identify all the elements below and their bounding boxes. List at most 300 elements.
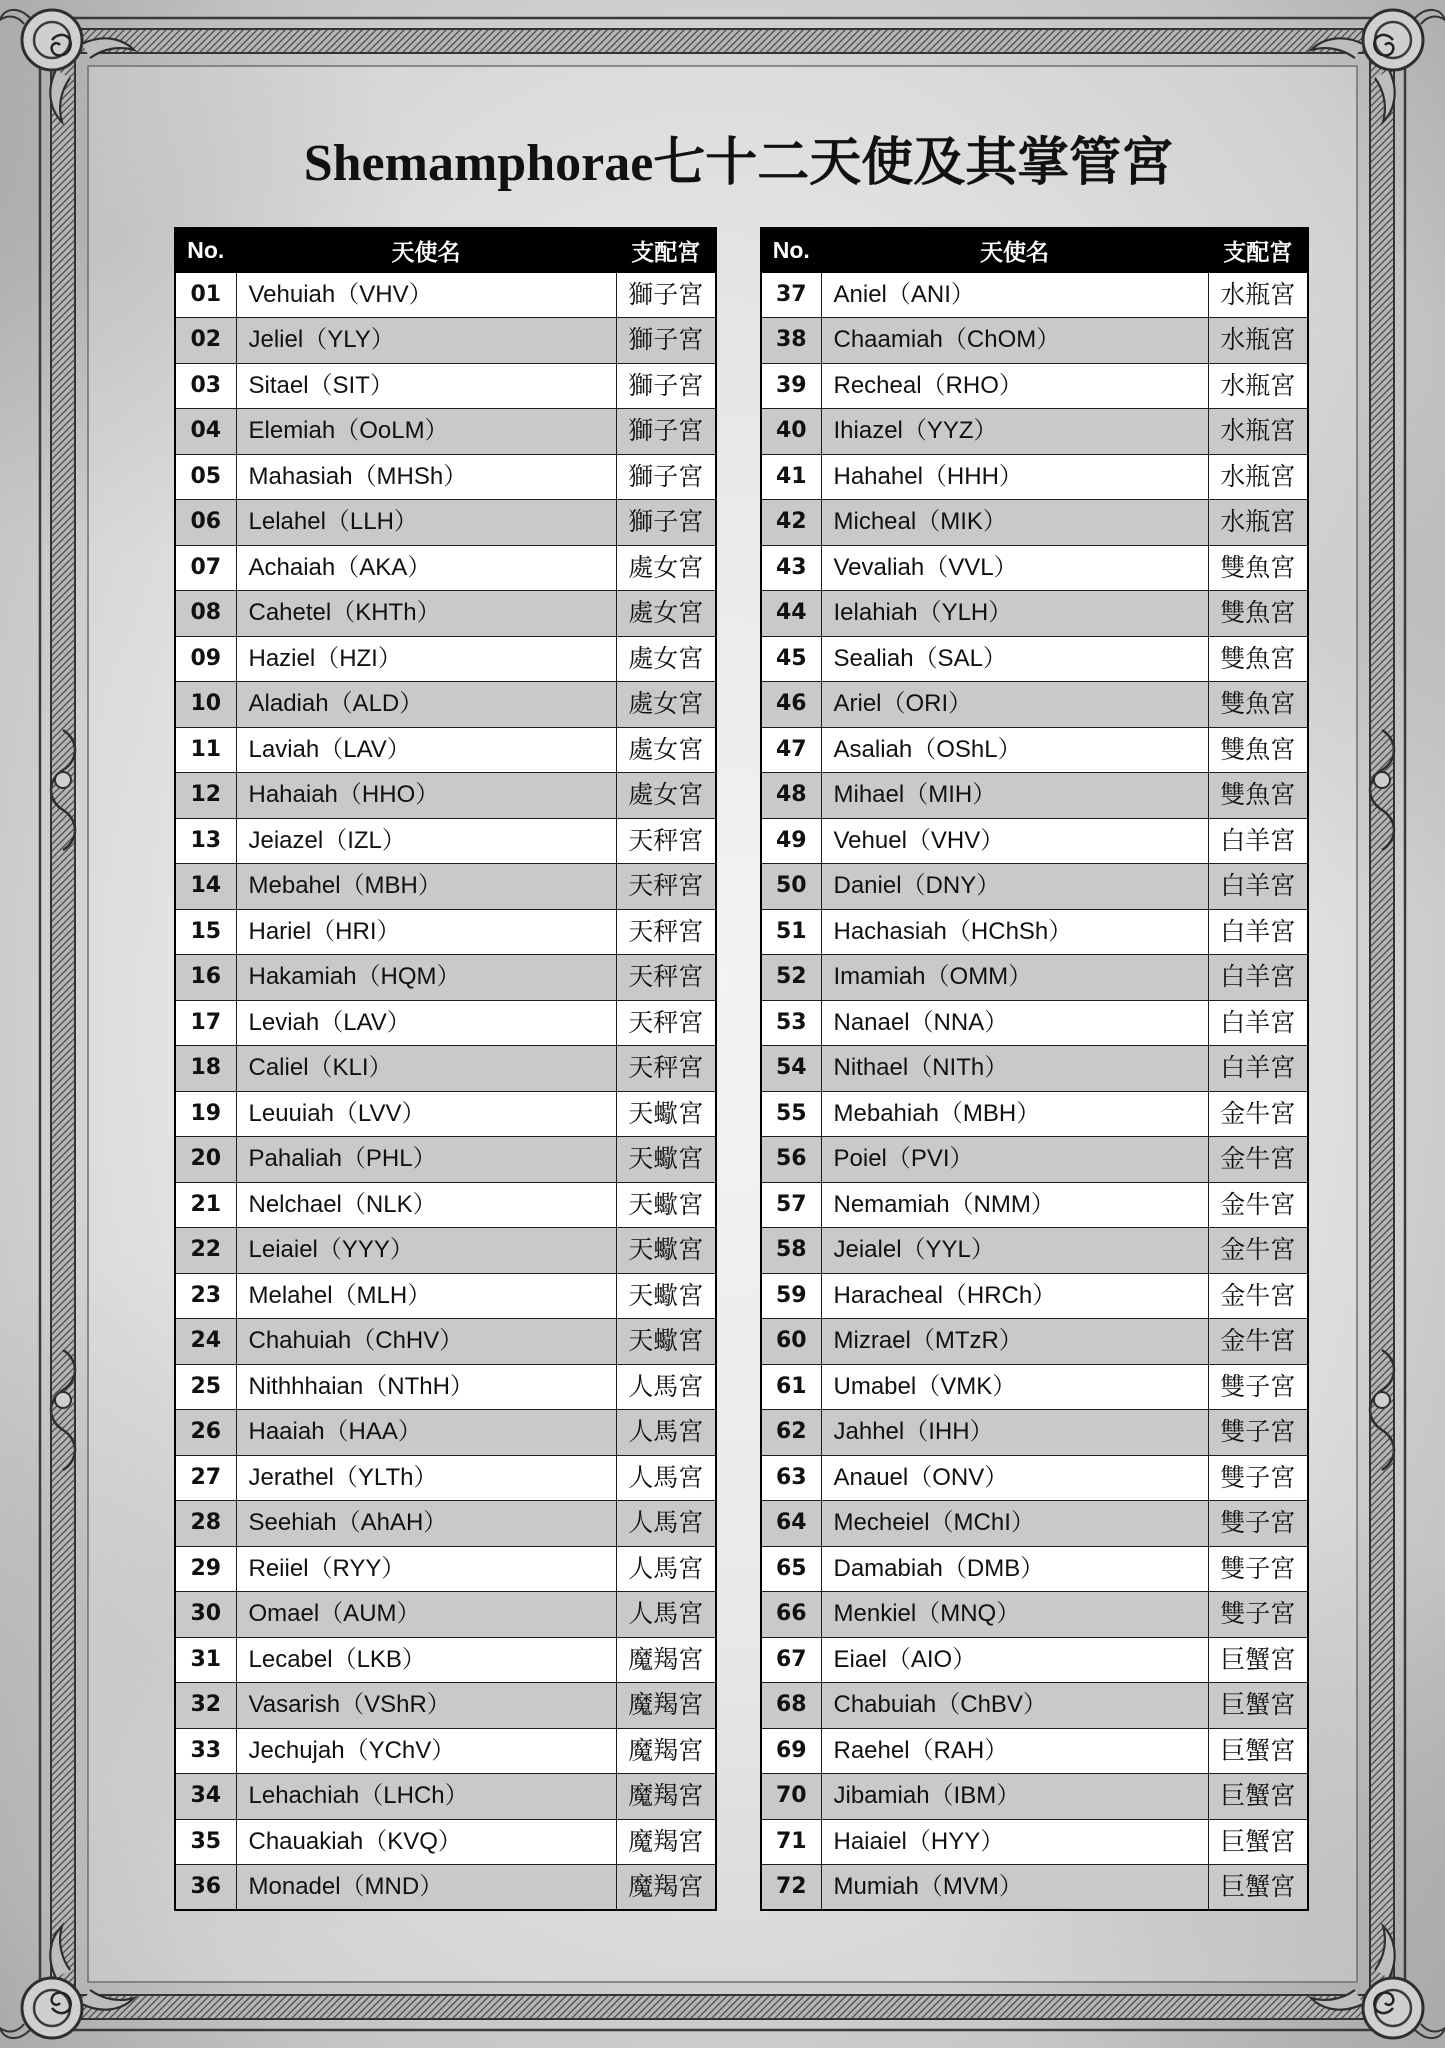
angel-name-cell: Hahahel（HHH） [821, 454, 1208, 500]
angel-number-cell: 38 [761, 318, 821, 364]
table-row [175, 1546, 716, 1592]
angel-number-cell: 37 [761, 272, 821, 318]
angel-name-cell: Jibamiah（IBM） [821, 1774, 1208, 1820]
zodiac-sign-cell: 白羊宮 [1208, 1046, 1308, 1092]
zodiac-sign-cell: 獅子宮 [616, 272, 716, 318]
angel-name-cell: Jerathel（YLTh） [236, 1455, 616, 1501]
zodiac-sign-cell: 處女宮 [616, 545, 716, 591]
zodiac-sign-cell: 天秤宮 [616, 1000, 716, 1046]
angel-number-cell: 19 [175, 1091, 236, 1137]
table-row [761, 1228, 1308, 1274]
table-row [175, 1455, 716, 1501]
table-row [761, 1683, 1308, 1729]
table-row [175, 1364, 716, 1410]
table-row [761, 682, 1308, 728]
angel-name-cell: Jeiazel（IZL） [236, 818, 616, 864]
angel-name-cell: Raehel（RAH） [821, 1728, 1208, 1774]
angel-number-cell: 24 [175, 1319, 236, 1365]
angel-name-cell: Recheal（RHO） [821, 363, 1208, 409]
zodiac-sign-cell: 水瓶宮 [1208, 318, 1308, 364]
angel-number-cell: 36 [175, 1865, 236, 1911]
angel-name-cell: Menkiel（MNQ） [821, 1592, 1208, 1638]
zodiac-sign-cell: 白羊宮 [1208, 864, 1308, 910]
table-header [175, 228, 716, 272]
table-row [175, 363, 716, 409]
table-row [175, 409, 716, 455]
angel-name-cell: Mecheiel（MChI） [821, 1501, 1208, 1547]
header-number: No. [175, 228, 236, 272]
angel-name-cell: Hahaiah（HHO） [236, 773, 616, 819]
angel-number-cell: 15 [175, 909, 236, 955]
table-row [175, 1774, 716, 1820]
angel-number-cell: 03 [175, 363, 236, 409]
angel-number-cell: 58 [761, 1228, 821, 1274]
angel-name-cell: Vehuiah（VHV） [236, 272, 616, 318]
angel-name-cell: Ielahiah（YLH） [821, 591, 1208, 637]
zodiac-sign-cell: 獅子宮 [616, 454, 716, 500]
angel-number-cell: 46 [761, 682, 821, 728]
table-row [761, 545, 1308, 591]
angel-number-cell: 01 [175, 272, 236, 318]
table-row [761, 1137, 1308, 1183]
zodiac-sign-cell: 金牛宮 [1208, 1137, 1308, 1183]
table-row [175, 773, 716, 819]
table-row [761, 864, 1308, 910]
zodiac-sign-cell: 處女宮 [616, 591, 716, 637]
zodiac-sign-cell: 處女宮 [616, 636, 716, 682]
angel-number-cell: 32 [175, 1683, 236, 1729]
zodiac-sign-cell: 金牛宮 [1208, 1091, 1308, 1137]
header-angel-name: 天使名 [236, 228, 616, 272]
zodiac-sign-cell: 獅子宮 [616, 409, 716, 455]
zodiac-sign-cell: 天蠍宮 [616, 1273, 716, 1319]
zodiac-sign-cell: 人馬宮 [616, 1455, 716, 1501]
angel-name-cell: Mebahel（MBH） [236, 864, 616, 910]
angel-number-cell: 59 [761, 1273, 821, 1319]
angel-name-cell: Vevaliah（VVL） [821, 545, 1208, 591]
table-row [175, 1865, 716, 1911]
zodiac-sign-cell: 魔羯宮 [616, 1637, 716, 1683]
header-zodiac-sign: 支配宮 [616, 228, 716, 272]
angel-name-cell: Pahaliah（PHL） [236, 1137, 616, 1183]
table-row [175, 1273, 716, 1319]
table-row [761, 636, 1308, 682]
zodiac-sign-cell: 天秤宮 [616, 818, 716, 864]
table-row [175, 591, 716, 637]
zodiac-sign-cell: 巨蟹宮 [1208, 1683, 1308, 1729]
table-row [175, 1046, 716, 1092]
zodiac-sign-cell: 處女宮 [616, 682, 716, 728]
table-row [175, 727, 716, 773]
angel-name-cell: Imamiah（OMM） [821, 955, 1208, 1001]
table-row [761, 363, 1308, 409]
angel-number-cell: 17 [175, 1000, 236, 1046]
angel-number-cell: 35 [175, 1819, 236, 1865]
angel-number-cell: 09 [175, 636, 236, 682]
zodiac-sign-cell: 金牛宮 [1208, 1273, 1308, 1319]
table-row [761, 272, 1308, 318]
zodiac-sign-cell: 魔羯宮 [616, 1819, 716, 1865]
zodiac-sign-cell: 人馬宮 [616, 1364, 716, 1410]
angel-name-cell: Cahetel（KHTh） [236, 591, 616, 637]
zodiac-sign-cell: 天蠍宮 [616, 1091, 716, 1137]
angel-number-cell: 51 [761, 909, 821, 955]
table-row [761, 591, 1308, 637]
angel-number-cell: 43 [761, 545, 821, 591]
header-row [175, 228, 716, 272]
angel-table-left [174, 227, 717, 1911]
table-row [175, 454, 716, 500]
zodiac-sign-cell: 水瓶宮 [1208, 272, 1308, 318]
angel-number-cell: 06 [175, 500, 236, 546]
table-row [761, 818, 1308, 864]
zodiac-sign-cell: 天蠍宮 [616, 1182, 716, 1228]
angel-name-cell: Achaiah（AKA） [236, 545, 616, 591]
zodiac-sign-cell: 巨蟹宮 [1208, 1865, 1308, 1911]
angel-name-cell: Aniel（ANI） [821, 272, 1208, 318]
angel-name-cell: Mihael（MIH） [821, 773, 1208, 819]
zodiac-sign-cell: 雙魚宮 [1208, 591, 1308, 637]
table-row [761, 1182, 1308, 1228]
angel-number-cell: 34 [175, 1774, 236, 1820]
zodiac-sign-cell: 雙魚宮 [1208, 545, 1308, 591]
table-row [761, 1865, 1308, 1911]
angel-number-cell: 10 [175, 682, 236, 728]
angel-name-cell: Micheal（MIK） [821, 500, 1208, 546]
zodiac-sign-cell: 天秤宮 [616, 909, 716, 955]
angel-number-cell: 62 [761, 1410, 821, 1456]
zodiac-sign-cell: 金牛宮 [1208, 1228, 1308, 1274]
angel-name-cell: Aladiah（ALD） [236, 682, 616, 728]
angel-name-cell: Melahel（MLH） [236, 1273, 616, 1319]
angel-name-cell: Mebahiah（MBH） [821, 1091, 1208, 1137]
angel-name-cell: Poiel（PVI） [821, 1137, 1208, 1183]
table-row [761, 909, 1308, 955]
zodiac-sign-cell: 雙子宮 [1208, 1455, 1308, 1501]
angel-number-cell: 25 [175, 1364, 236, 1410]
angel-number-cell: 27 [175, 1455, 236, 1501]
page-title: Shemamphorae七十二天使及其掌管宮 [303, 135, 1174, 192]
angel-name-cell: Caliel（KLI） [236, 1046, 616, 1092]
angel-number-cell: 65 [761, 1546, 821, 1592]
angel-name-cell: Lelahel（LLH） [236, 500, 616, 546]
table-row [761, 318, 1308, 364]
table-row [175, 909, 716, 955]
angel-number-cell: 05 [175, 454, 236, 500]
zodiac-sign-cell: 人馬宮 [616, 1410, 716, 1456]
angel-number-cell: 49 [761, 818, 821, 864]
angel-number-cell: 21 [175, 1182, 236, 1228]
angel-name-cell: Asaliah（OShL） [821, 727, 1208, 773]
angel-number-cell: 07 [175, 545, 236, 591]
zodiac-sign-cell: 獅子宮 [616, 363, 716, 409]
angel-name-cell: Haaiah（HAA） [236, 1410, 616, 1456]
angel-name-cell: Seehiah（AhAH） [236, 1501, 616, 1547]
table-row [175, 818, 716, 864]
zodiac-sign-cell: 水瓶宮 [1208, 454, 1308, 500]
angel-name-cell: Damabiah（DMB） [821, 1546, 1208, 1592]
zodiac-sign-cell: 金牛宮 [1208, 1182, 1308, 1228]
angel-number-cell: 26 [175, 1410, 236, 1456]
table-row [175, 1182, 716, 1228]
angel-name-cell: Nithhhaian（NThH） [236, 1364, 616, 1410]
zodiac-sign-cell: 金牛宮 [1208, 1319, 1308, 1365]
table-row [761, 1000, 1308, 1046]
angel-name-cell: Nithael（NITh） [821, 1046, 1208, 1092]
angel-name-cell: Jeialel（YYL） [821, 1228, 1208, 1274]
zodiac-sign-cell: 天秤宮 [616, 1046, 716, 1092]
zodiac-sign-cell: 雙魚宮 [1208, 727, 1308, 773]
zodiac-sign-cell: 巨蟹宮 [1208, 1819, 1308, 1865]
angel-name-cell: Hariel（HRI） [236, 909, 616, 955]
angel-number-cell: 64 [761, 1501, 821, 1547]
table-row [175, 682, 716, 728]
angel-name-cell: Daniel（DNY） [821, 864, 1208, 910]
angel-number-cell: 45 [761, 636, 821, 682]
zodiac-sign-cell: 雙魚宮 [1208, 636, 1308, 682]
zodiac-sign-cell: 獅子宮 [616, 500, 716, 546]
angel-name-cell: Laviah（LAV） [236, 727, 616, 773]
angel-name-cell: Haziel（HZI） [236, 636, 616, 682]
angel-name-cell: Lehachiah（LHCh） [236, 1774, 616, 1820]
angel-name-cell: Mumiah（MVM） [821, 1865, 1208, 1911]
zodiac-sign-cell: 獅子宮 [616, 318, 716, 364]
table-row [761, 1046, 1308, 1092]
table-header [761, 228, 1308, 272]
angel-name-cell: Chabuiah（ChBV） [821, 1683, 1208, 1729]
angel-name-cell: Haiaiel（HYY） [821, 1819, 1208, 1865]
angel-name-cell: Anauel（ONV） [821, 1455, 1208, 1501]
angel-name-cell: Omael（AUM） [236, 1592, 616, 1638]
angel-number-cell: 61 [761, 1364, 821, 1410]
angel-number-cell: 69 [761, 1728, 821, 1774]
zodiac-sign-cell: 魔羯宮 [616, 1728, 716, 1774]
zodiac-sign-cell: 處女宮 [616, 773, 716, 819]
zodiac-sign-cell: 天蠍宮 [616, 1319, 716, 1365]
zodiac-sign-cell: 人馬宮 [616, 1546, 716, 1592]
angel-number-cell: 02 [175, 318, 236, 364]
zodiac-sign-cell: 白羊宮 [1208, 818, 1308, 864]
angel-name-cell: Lecabel（LKB） [236, 1637, 616, 1683]
zodiac-sign-cell: 魔羯宮 [616, 1774, 716, 1820]
zodiac-sign-cell: 雙魚宮 [1208, 682, 1308, 728]
zodiac-sign-cell: 巨蟹宮 [1208, 1774, 1308, 1820]
angel-number-cell: 11 [175, 727, 236, 773]
table-row [761, 955, 1308, 1001]
angel-number-cell: 42 [761, 500, 821, 546]
angel-name-cell: Leiaiel（YYY） [236, 1228, 616, 1274]
angel-number-cell: 39 [761, 363, 821, 409]
angel-number-cell: 70 [761, 1774, 821, 1820]
table-row [761, 1592, 1308, 1638]
angel-number-cell: 23 [175, 1273, 236, 1319]
table-row [761, 1319, 1308, 1365]
angel-name-cell: Chahuiah（ChHV） [236, 1319, 616, 1365]
zodiac-sign-cell: 雙子宮 [1208, 1592, 1308, 1638]
angel-number-cell: 14 [175, 864, 236, 910]
angel-number-cell: 72 [761, 1865, 821, 1911]
angel-number-cell: 50 [761, 864, 821, 910]
angel-number-cell: 55 [761, 1091, 821, 1137]
table-row [761, 1455, 1308, 1501]
zodiac-sign-cell: 白羊宮 [1208, 909, 1308, 955]
angel-number-cell: 16 [175, 955, 236, 1001]
angel-name-cell: Sealiah（SAL） [821, 636, 1208, 682]
zodiac-sign-cell: 白羊宮 [1208, 1000, 1308, 1046]
table-body [761, 272, 1308, 1910]
table-row [175, 864, 716, 910]
table-row [175, 1728, 716, 1774]
table-row [175, 1683, 716, 1729]
angel-table-right [760, 227, 1309, 1911]
zodiac-sign-cell: 水瓶宮 [1208, 500, 1308, 546]
angel-number-cell: 12 [175, 773, 236, 819]
angel-number-cell: 52 [761, 955, 821, 1001]
angel-name-cell: Hakamiah（HQM） [236, 955, 616, 1001]
table-row [175, 1819, 716, 1865]
angel-name-cell: Monadel（MND） [236, 1865, 616, 1911]
zodiac-sign-cell: 白羊宮 [1208, 955, 1308, 1001]
zodiac-sign-cell: 天秤宮 [616, 955, 716, 1001]
angel-name-cell: Nemamiah（NMM） [821, 1182, 1208, 1228]
table-row [761, 1364, 1308, 1410]
angel-number-cell: 22 [175, 1228, 236, 1274]
angel-number-cell: 56 [761, 1137, 821, 1183]
table-row [175, 1137, 716, 1183]
table-row [761, 1410, 1308, 1456]
table-row [175, 500, 716, 546]
table-row [761, 773, 1308, 819]
angel-name-cell: Nanael（NNA） [821, 1000, 1208, 1046]
angel-number-cell: 18 [175, 1046, 236, 1092]
table-row [175, 318, 716, 364]
table-row [761, 409, 1308, 455]
table-row [175, 1319, 716, 1365]
angel-number-cell: 30 [175, 1592, 236, 1638]
zodiac-sign-cell: 雙子宮 [1208, 1364, 1308, 1410]
table-row [761, 1728, 1308, 1774]
angel-name-cell: Chauakiah（KVQ） [236, 1819, 616, 1865]
table-row [175, 1592, 716, 1638]
angel-number-cell: 60 [761, 1319, 821, 1365]
zodiac-sign-cell: 人馬宮 [616, 1501, 716, 1547]
angel-name-cell: Reiiel（RYY） [236, 1546, 616, 1592]
angel-number-cell: 71 [761, 1819, 821, 1865]
zodiac-sign-cell: 水瓶宮 [1208, 409, 1308, 455]
angel-name-cell: Vasarish（VShR） [236, 1683, 616, 1729]
zodiac-sign-cell: 人馬宮 [616, 1592, 716, 1638]
zodiac-sign-cell: 雙魚宮 [1208, 773, 1308, 819]
table-row [761, 1501, 1308, 1547]
angel-name-cell: Sitael（SIT） [236, 363, 616, 409]
table-row [761, 727, 1308, 773]
zodiac-sign-cell: 雙子宮 [1208, 1410, 1308, 1456]
angel-number-cell: 63 [761, 1455, 821, 1501]
angel-number-cell: 57 [761, 1182, 821, 1228]
zodiac-sign-cell: 天蠍宮 [616, 1228, 716, 1274]
table-row [175, 955, 716, 1001]
angel-number-cell: 33 [175, 1728, 236, 1774]
angel-name-cell: Jeliel（YLY） [236, 318, 616, 364]
angel-number-cell: 44 [761, 591, 821, 637]
table-row [761, 1091, 1308, 1137]
angel-number-cell: 68 [761, 1683, 821, 1729]
angel-number-cell: 28 [175, 1501, 236, 1547]
table-row [175, 1000, 716, 1046]
header-angel-name: 天使名 [821, 228, 1208, 272]
angel-number-cell: 04 [175, 409, 236, 455]
angel-name-cell: Jahhel（IHH） [821, 1410, 1208, 1456]
zodiac-sign-cell: 巨蟹宮 [1208, 1728, 1308, 1774]
table-row [175, 1410, 716, 1456]
header-row [761, 228, 1308, 272]
angel-name-cell: Ihiazel（YYZ） [821, 409, 1208, 455]
table-body [175, 272, 716, 1910]
angel-number-cell: 67 [761, 1637, 821, 1683]
angel-name-cell: Elemiah（OoLM） [236, 409, 616, 455]
angel-name-cell: Vehuel（VHV） [821, 818, 1208, 864]
table-row [175, 1637, 716, 1683]
angel-number-cell: 40 [761, 409, 821, 455]
table-row [175, 1228, 716, 1274]
table-row [175, 636, 716, 682]
angel-number-cell: 41 [761, 454, 821, 500]
angel-name-cell: Nelchael（NLK） [236, 1182, 616, 1228]
angel-name-cell: Umabel（VMK） [821, 1364, 1208, 1410]
angel-name-cell: Mizrael（MTzR） [821, 1319, 1208, 1365]
zodiac-sign-cell: 巨蟹宮 [1208, 1637, 1308, 1683]
zodiac-sign-cell: 天蠍宮 [616, 1137, 716, 1183]
header-number: No. [761, 228, 821, 272]
angel-number-cell: 47 [761, 727, 821, 773]
angel-name-cell: Haracheal（HRCh） [821, 1273, 1208, 1319]
table-row [761, 1819, 1308, 1865]
angel-number-cell: 13 [175, 818, 236, 864]
zodiac-sign-cell: 魔羯宮 [616, 1865, 716, 1911]
table-row [761, 500, 1308, 546]
table-row [761, 1774, 1308, 1820]
table-row [761, 1273, 1308, 1319]
table-row [761, 1546, 1308, 1592]
angel-number-cell: 08 [175, 591, 236, 637]
table-row [175, 272, 716, 318]
angel-number-cell: 54 [761, 1046, 821, 1092]
angel-name-cell: Hachasiah（HChSh） [821, 909, 1208, 955]
zodiac-sign-cell: 魔羯宮 [616, 1683, 716, 1729]
angel-number-cell: 20 [175, 1137, 236, 1183]
angel-name-cell: Eiael（AIO） [821, 1637, 1208, 1683]
angel-name-cell: Ariel（ORI） [821, 682, 1208, 728]
zodiac-sign-cell: 天秤宮 [616, 864, 716, 910]
angel-number-cell: 53 [761, 1000, 821, 1046]
angel-name-cell: Chaamiah（ChOM） [821, 318, 1208, 364]
table-row [175, 1091, 716, 1137]
angel-number-cell: 31 [175, 1637, 236, 1683]
angel-name-cell: Mahasiah（MHSh） [236, 454, 616, 500]
table-row [175, 545, 716, 591]
angel-name-cell: Jechujah（YChV） [236, 1728, 616, 1774]
angel-number-cell: 66 [761, 1592, 821, 1638]
table-row [761, 454, 1308, 500]
table-row [175, 1501, 716, 1547]
angel-name-cell: Leviah（LAV） [236, 1000, 616, 1046]
zodiac-sign-cell: 水瓶宮 [1208, 363, 1308, 409]
zodiac-sign-cell: 雙子宮 [1208, 1546, 1308, 1592]
zodiac-sign-cell: 雙子宮 [1208, 1501, 1308, 1547]
table-row [761, 1637, 1308, 1683]
angel-name-cell: Leuuiah（LVV） [236, 1091, 616, 1137]
header-zodiac-sign: 支配宮 [1208, 228, 1308, 272]
